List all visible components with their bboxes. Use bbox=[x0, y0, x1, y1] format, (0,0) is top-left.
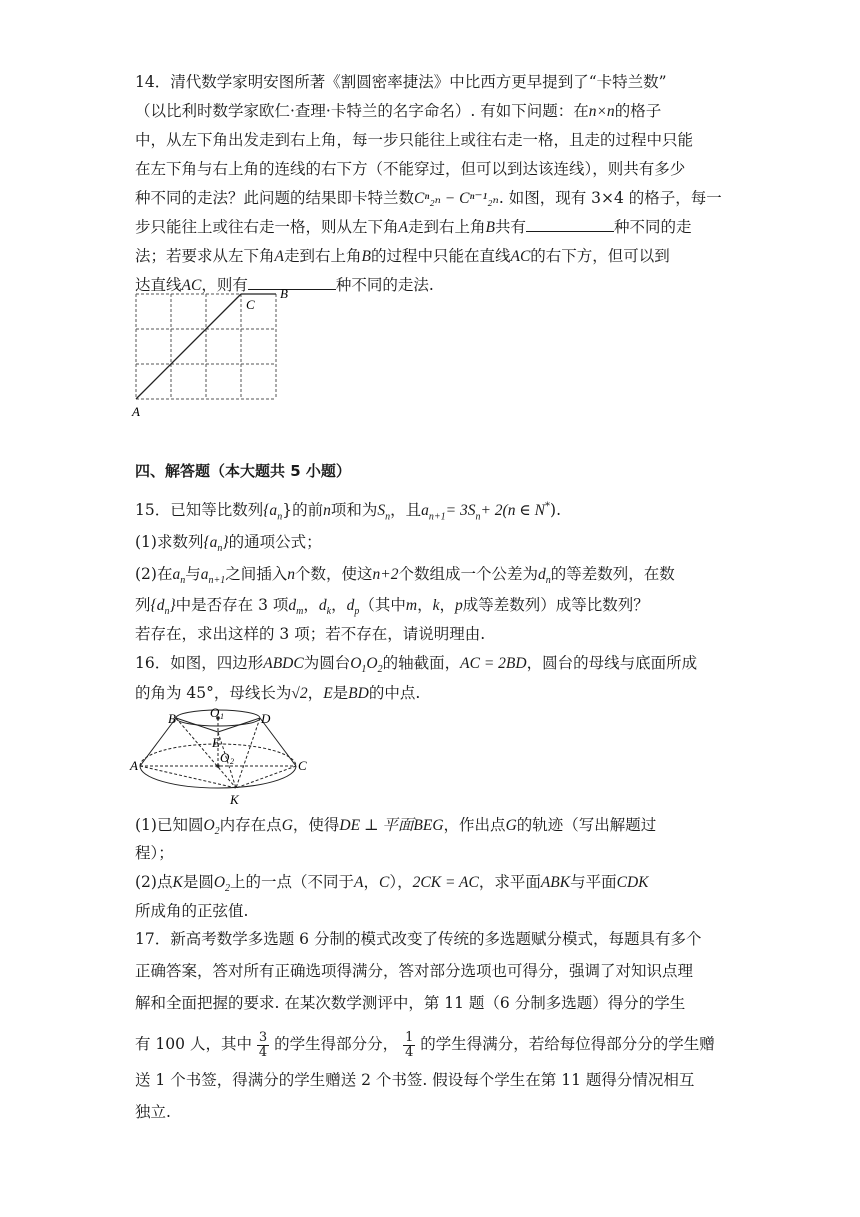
q16-part-2-line-1: (2)点K是圆$O_2$上的一点（不同于A，C），2CK = AC，求平面ABK与平面CDK bbox=[135, 873, 649, 895]
answer-blank-1[interactable] bbox=[526, 217, 614, 232]
q14-line-6: 步只能往上或往右走一格，则从左下角A走到右上角B共有 种不同的走 bbox=[135, 218, 692, 236]
q14-line-3: 中，从左下角出发走到右上角，每一步只能往上或往右走一格，且走的过程中只能 bbox=[135, 131, 694, 149]
q17-line-5: 送 1 个书签，得满分的学生赠送 2 个书签. 假设每个学生在第 11 题得分情况相互 bbox=[135, 1071, 695, 1089]
label-B: B bbox=[280, 286, 288, 301]
label-B: B bbox=[168, 711, 176, 726]
grid-lines bbox=[136, 294, 276, 399]
q14-line-5: 种不同的走法？此问题的结果即卡特兰数Cⁿ₂ₙ − Cⁿ⁻¹₂ₙ. 如图，现有 3×4 的格子，每一 bbox=[135, 189, 722, 207]
section-heading: 四、解答题（本大题共 5 小题） bbox=[135, 462, 351, 480]
label-K: K bbox=[230, 792, 239, 807]
frustum-figure bbox=[128, 708, 318, 812]
q17-line-3: 解和全面把握的要求. 在某次数学测评中，第 11 题（6 分制多选题）得分的学生 bbox=[135, 994, 686, 1012]
q16-line-1: 16．如图，四边形ABDC为圆台$O_1O_2$的轴截面，AC = 2BD，圆台的母线与底面所成 bbox=[135, 654, 698, 676]
q15-line-1: 15．已知等比数列$\{a_n\}$的前n项和为$S_n$，且$a_{n+1}= 3S_n+ 2(n$ ∈ N*). bbox=[135, 501, 562, 523]
q15-part-2-line-2: 列$\{d_n\}$中是否存在 3 项$d_m$，$d_k$，$d_p$（其中m，k，p成等差数列）成等比数列？ bbox=[135, 596, 649, 618]
label-D: D bbox=[261, 711, 271, 726]
q15-part-1: (1)求数列$\{a_n\}$的通项公式； bbox=[135, 533, 322, 555]
q14-line-2: （以比利时数学家欧仁·查理·卡特兰的名字命名）. 有如下问题：在n×n的格子 bbox=[135, 102, 662, 120]
q17-line-4: 有 100 人，其中 $\frac{3}{4}$ 的学生得部分分， $\frac{1}{4}$ 的学生得满分，若给每位得部分分的学生赠 bbox=[135, 1029, 715, 1060]
q16-line-2: 的角为 45°，母线长为√2，E是BD的中点. bbox=[135, 684, 421, 702]
label-O1-sub: 1 bbox=[220, 712, 224, 721]
grid-figure bbox=[128, 284, 298, 420]
label-C: C bbox=[246, 297, 255, 312]
q14-line-1: 14．清代数学家明安图所著《割圆密率捷法》中比西方更早提到了“卡特兰数” bbox=[135, 73, 667, 91]
q17-line-6: 独立. bbox=[135, 1103, 171, 1121]
q15-part-2-line-1: (2)在$a_n$与$a_{n+1}$之间插入n个数，使这n+2个数组成一个公差为$d_n$的等差数列，在数 bbox=[135, 565, 675, 587]
fraction-1-4: $\frac{1}{4}$ bbox=[405, 1029, 414, 1060]
diagonal-AC bbox=[136, 294, 241, 399]
label-O2: O bbox=[220, 750, 230, 765]
q16-part-1-line-1: (1)已知圆$O_2$内存在点G，使得DE ⊥ 平面BEG，作出点G的轨迹（写出解题过 bbox=[135, 816, 657, 838]
label-A: A bbox=[132, 404, 140, 419]
q16-part-2-line-2: 所成角的正弦值. bbox=[135, 902, 249, 920]
q14-line-7: 法；若要求从左下角A走到右上角B的过程中只能在直线AC的右下方，但可以到 bbox=[135, 247, 670, 265]
q14-line-4: 在左下角与右上角的连线的右下方（不能穿过，但可以到达该连线），则共有多少 bbox=[135, 160, 686, 178]
label-C: C bbox=[298, 758, 307, 773]
q14-line-8: 达直线AC，则有 种不同的走法. bbox=[135, 276, 434, 294]
q17-line-2: 正确答案，答对所有正确选项得满分，答对部分选项也可得分，强调了对知识点理 bbox=[135, 962, 694, 980]
q17-line-1: 17．新高考数学多选题 6 分制的模式改变了传统的多选题赋分模式，每题具有多个 bbox=[135, 930, 702, 948]
bottom-ellipse-front bbox=[140, 766, 296, 788]
label-E: E bbox=[212, 735, 220, 750]
q15-part-2-line-3: 若存在，求出这样的 3 项；若不存在，请说明理由. bbox=[135, 625, 486, 643]
label-A: A bbox=[130, 758, 138, 773]
fraction-3-4: $\frac{3}{4}$ bbox=[258, 1029, 268, 1060]
label-O1: O bbox=[210, 708, 220, 720]
q16-part-1-line-2: 程）； bbox=[135, 844, 174, 862]
label-O2-sub: 2 bbox=[230, 757, 234, 766]
